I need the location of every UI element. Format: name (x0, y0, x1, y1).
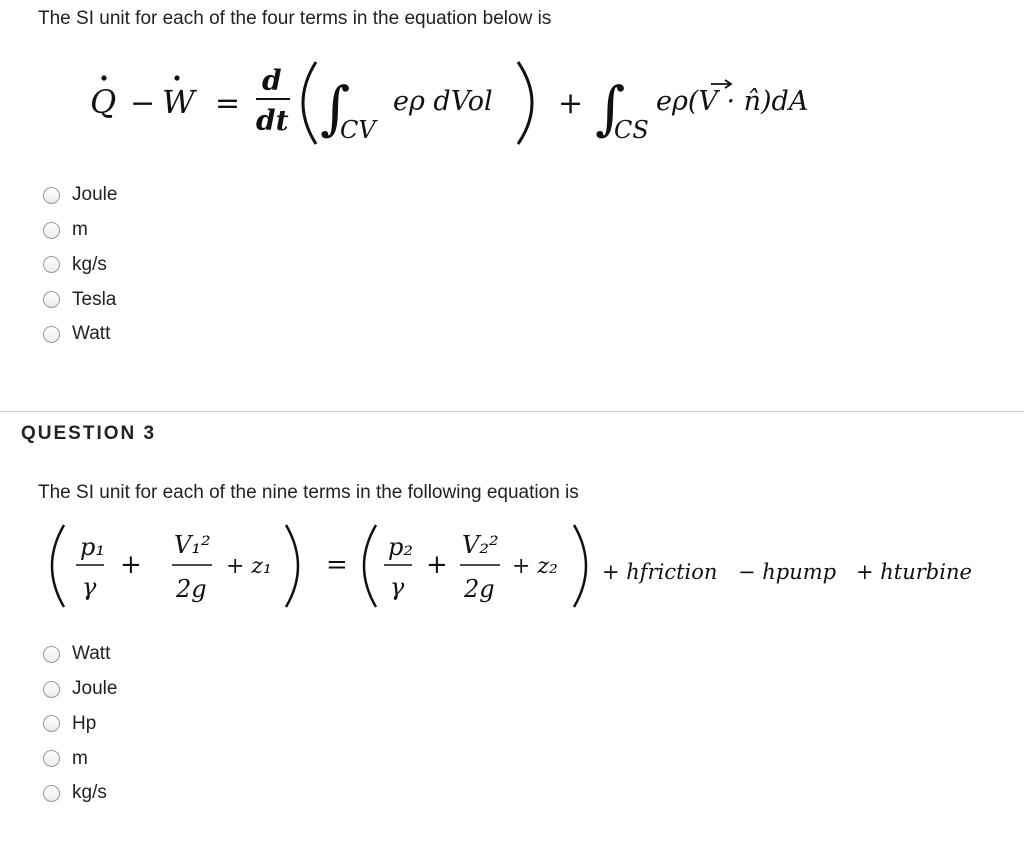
eq-cs-label: CS (614, 116, 649, 144)
eq-minus: − (130, 86, 156, 121)
option-watt[interactable]: Watt (43, 637, 117, 672)
radio-button[interactable] (43, 222, 60, 239)
eq3-paren-4 (574, 525, 586, 607)
radio-button[interactable] (43, 326, 60, 343)
eq-w-symbol: W (162, 83, 195, 121)
question3-title: QUESTION 3 (21, 423, 157, 444)
eq3-paren-3 (364, 525, 376, 607)
eq3-h-turbine: + hturbine (856, 560, 972, 584)
question3-options (43, 637, 117, 811)
energy-equation (0, 0, 1024, 170)
radio-button[interactable] (43, 187, 60, 204)
question2-prompt: The SI unit for each of the four terms in the equation below is (38, 8, 552, 29)
radio-button[interactable] (43, 291, 60, 308)
eq3-v1: V₁² (174, 531, 211, 559)
option-joule[interactable]: Joule (43, 672, 117, 707)
eq-d: d (262, 64, 282, 97)
eq-right-paren (518, 62, 532, 144)
bernoulli-equation (0, 515, 1024, 625)
question3-prompt: The SI unit for each of the nine terms in the following equation is (38, 482, 579, 503)
eq3-z1: + z₁ (226, 554, 272, 579)
radio-button[interactable] (43, 256, 60, 273)
radio-button[interactable] (43, 681, 60, 698)
radio-button[interactable] (43, 750, 60, 767)
eq-q-symbol: Q (90, 83, 117, 121)
eq3-h-friction: + hfriction (602, 560, 718, 584)
option-tesla[interactable]: Tesla (43, 282, 117, 317)
eq3-2g-1: 2g (176, 575, 207, 603)
eq-cv-label: CV (340, 116, 376, 144)
eq3-plus2: + (426, 550, 448, 580)
eq-equals: = (215, 86, 241, 121)
eq-dt: dt (256, 104, 289, 137)
eq-w-dot (174, 75, 179, 80)
eq-q-dot (101, 75, 106, 80)
eq-integral-cs: ∫ (595, 74, 626, 142)
section-divider (0, 411, 1024, 412)
eq-flux-term: eρ(V · n̂)dA (656, 86, 809, 117)
eq3-v2: V₂² (462, 531, 499, 559)
radio-button[interactable] (43, 715, 60, 732)
eq3-paren-1 (52, 525, 64, 607)
eq3-z2: + z₂ (512, 554, 558, 579)
option-m[interactable]: m (43, 213, 117, 248)
eq-volume-term: eρ dVol (393, 86, 493, 117)
eq3-gamma1: γ (82, 573, 97, 601)
eq3-gamma2: γ (390, 573, 405, 601)
eq3-equals: = (326, 550, 348, 580)
eq3-h-pump: − hpump (738, 560, 837, 584)
eq-plus: + (558, 86, 584, 121)
option-kg-per-s[interactable]: kg/s (43, 776, 117, 811)
eq3-p1: p₁ (80, 533, 105, 561)
radio-button[interactable] (43, 785, 60, 802)
eq-left-paren (303, 62, 316, 144)
eq3-2g-2: 2g (464, 575, 495, 603)
option-joule[interactable]: Joule (43, 178, 117, 213)
question2-options (43, 178, 117, 352)
radio-button[interactable] (43, 646, 60, 663)
option-watt[interactable]: Watt (43, 317, 117, 352)
eq3-paren-2 (286, 525, 298, 607)
eq3-plus1: + (120, 550, 142, 580)
eq-integral-cv: ∫ (320, 74, 351, 142)
eq3-p2: p₂ (388, 533, 413, 561)
option-kg-per-s[interactable]: kg/s (43, 248, 117, 283)
option-m[interactable]: m (43, 741, 117, 776)
option-hp[interactable]: Hp (43, 707, 117, 742)
